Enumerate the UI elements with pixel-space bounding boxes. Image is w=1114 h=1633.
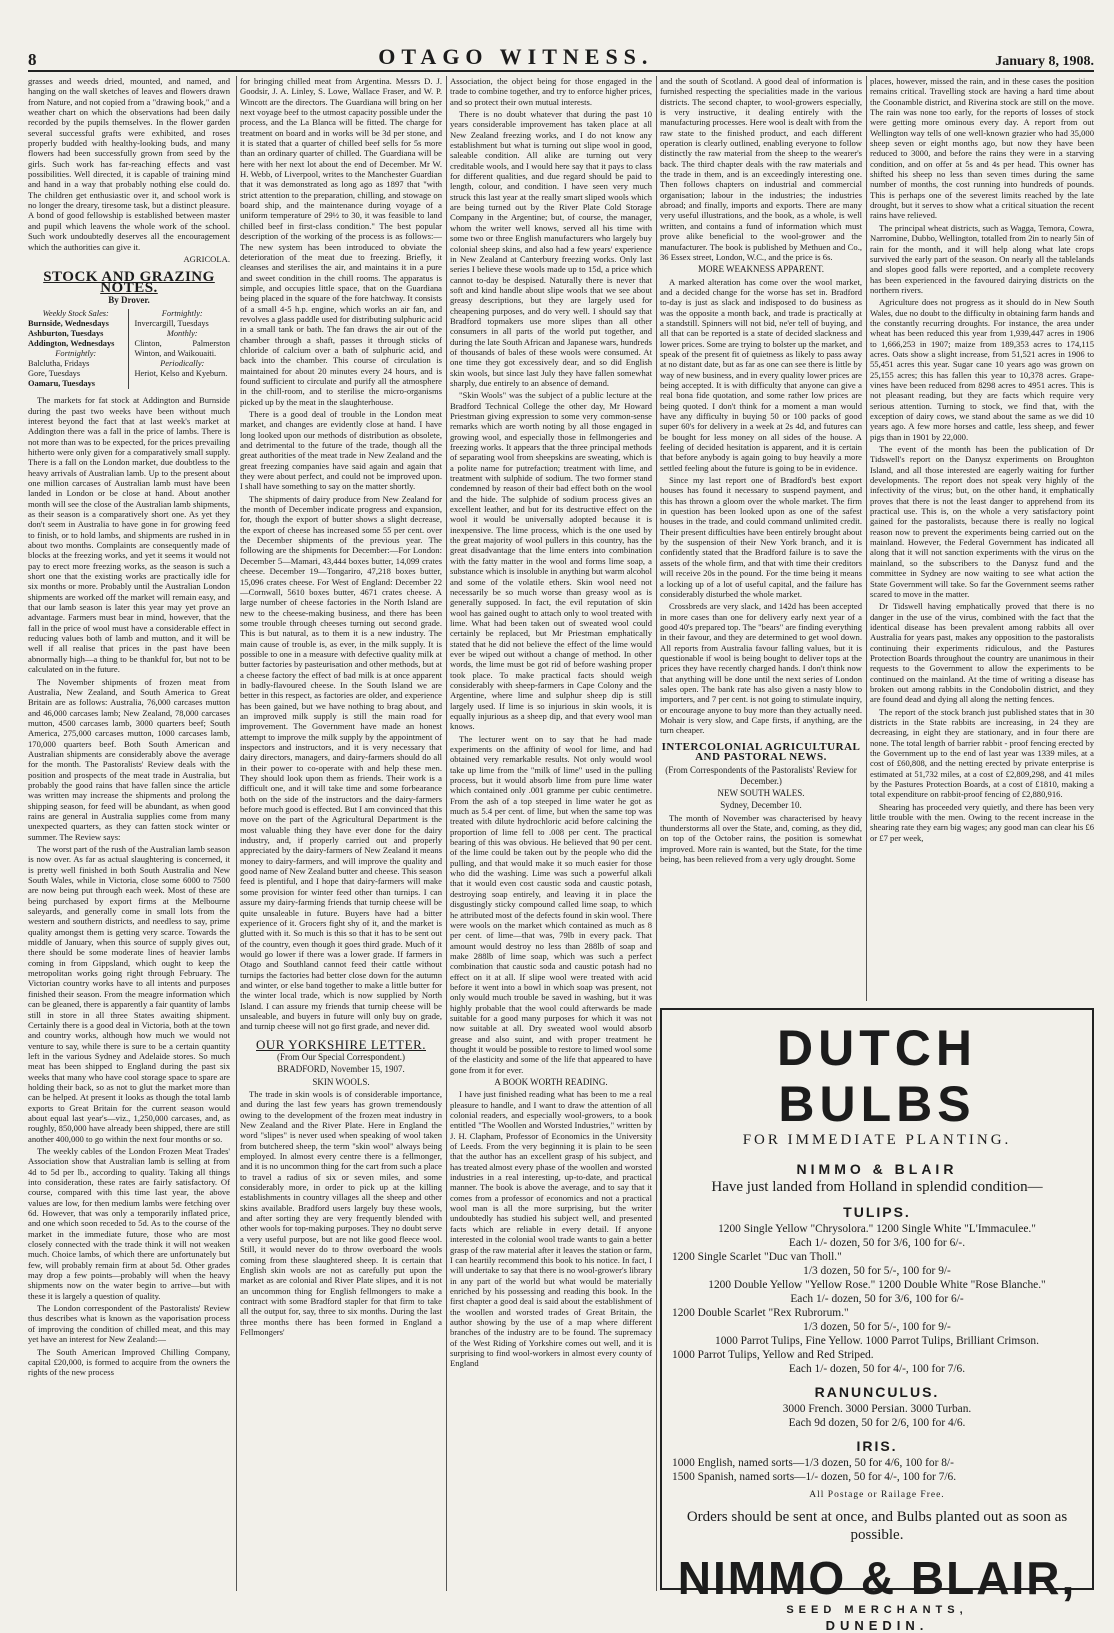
- ad-line: 1200 Single Yellow "Chrysolora." 1200 Single White "L'Immaculee.": [718, 1223, 1036, 1235]
- article-paragraph: "Skin Wools" was the subject of a public lecture at the Bradford Technical College the other day, Mr Howard Priestman giving expression to some very common-sense remarks which are worth noting by all those engaged in growing wool, and especially those in fellmongeries and freezing works. It appears that the three principal methods of separating wool from sheepskins are sweating, which is a polite name for putrefaction; treatment with lime, and treatment with sulphide of sodium. The two former stand condemned by reason of their bad effect both on the wool and the hide. The sulphide of sodium process gives an excellent leather, and but for its destructive effect on the wool it would be universally adopted because it is inexpensive. The lime process, which is the one used by the great majority of wool pullers in this country, has the great disadvantage that the lime enters into combination with the fatty matter in the wool and forms lime soap, a substance which is insoluble in anything but warm alcohol and some of the volatile ethers. Skin wool need not necessarily be so much worse than greasy wool as is generally supposed. In fact, the evil reputation of skin wool has gained ought to attach only to wool treated with lime. What had been taken out of sweated wool could certainly be replaced, but Mr Priestman emphatically stated that he did not believe the effect of the lime would ever be wiped out without a change of method. In other words, the lime must be got rid of before washing proper took place. To make practical facts should weigh considerably with sheep-farmers in Cape Colony and the Argentine, where lime and sulphur sheep dip is still largely used. If lime is so injurious in skin wools, it is equally injurious as a sheep dip, and that every wool man knows.: [450, 390, 652, 732]
- sales-heading: Periodically:: [160, 359, 205, 369]
- sales-entry: Burnside, Wednesdays: [28, 319, 109, 329]
- sales-heading: Fortnightly:: [161, 309, 203, 319]
- section-heading: STOCK AND GRAZING NOTES.: [43, 269, 215, 296]
- article-paragraph: The weekly cables of the London Frozen Meat Trades' Association show that Australian lamb is selling at from 4d to 5d per lb., according to quality. Taking all things into consideration, these rates are fairly satisfactory. Of course, compared with this time last year, the above values are low, for then medium lambs were fetching over 6d. However, that was only a temporarily inflated price, and one which soon receded to 5d. As to the course of the market in the immediate future, those who are most closely connected with the trade think it will not weaken much. Choice lambs, of which there are unfortunately but few, will probably remain firm at about 5d. Other grades may drop a few points—probably will when the heavy shipments now on the water begin to arrive—but with these it is largely a question of quality.: [28, 1145, 230, 1301]
- sales-entry: Ashburton, Tuesdays: [28, 329, 104, 339]
- sales-entry: Balclutha, Fridays: [28, 359, 90, 369]
- article-paragraph: The principal wheat districts, such as Wagga, Temora, Cowra, Narromine, Dubbo, Wellington, totalled from 2in to nearly 5in of rain for the month, and it will help along what late crops survived the early part of the season. On nearly all the tablelands and slopes good falls were reported, and a complete recovery has been experienced in the favoured dairying districts on the northern rivers.: [870, 222, 1094, 295]
- article-paragraph: The worst part of the rush of the Australian lamb season is now over. As far as actual slaughtering is concerned, it is pretty well finished in both South Australia and New South Wales, while in Victoria, close some 6000 to 7500 are now being put through each week. Most of these are being purchased by export firms at the Melbourne saleyards, and generally come in small lots from the western and southern districts, and needless to say, prime quality amongst them is getting very scarce. Towards the middle of January, when this source of supply gives out, there should be some moderate lines of heavier lambs coming in from Gippsland, which ought to keep the metropolitan works going right through February. The Victorian country works have to all intents and purposes finished their season. From the meagre information which can be gleaned, there is apparently a fair quantity of lambs still in store in all three States awaiting shipment. Certainly there is a good deal in Victoria, both at the town and country works, although how much we would not venture to say, while there is sure to be a certain quantity left in the various Sydney and Adelaide stores. So much meat has been shipped to England during the past six weeks that many who have cool storage space to spare are holding their back, so as not to glut the market more than can be helped. At present it looks as though the total lamb exports to Great Britain for the current season would about equal last year's—viz., 1,250,000 carcases, and, as roughly, 850,000 have already been shipped, there are still another 400,000 to go within the next four months or so.: [28, 844, 230, 1144]
- page-number: 8: [28, 50, 37, 69]
- article-paragraph: The London correspondent of the Pastoralists' Review thus describes what is known as the vaporisation process of improving the condition of chilled meat, and this may yet have an interest for New Zealand:—: [28, 1303, 230, 1345]
- article-paragraph: There is no doubt whatever that during the past 10 years considerable improvement has taken place at all New Zealand freezing works, and I do not know any establishment but what is turning out slipe wool in good, saleable condition. All alike are turning out very creditable wools, and I would here say that it pays to class for different qualities, and due regard should be paid to length, colour, and condition. I have seen very much struck this last year at the really smart sliped wools which are being turned out by the River Plate Cold Storage Company in the Argentine; but, of course, the manager, whom the writer well knows, served all his time with some two or three English manufacturers who largely buy colonial sheep skins, and also had a few years' experience in New Zealand at Canterbury freezing works. Only last series I believe these wools made up to 15d, a price which cannot to-day be despised. Naturally there is never that soft and kind handle about slipe wools that we see about greasy descriptions, but they are largely used for cheapening purposes, and do very well. I should say that Bradford topmakers use more slipes than all other consumers in all parts of the world put together, and during the late South African and Japanese wars, hundreds of thousands of bales of these wools were consumed. At one time they got excessively dear, and so did English skin wools, but since last July they have fallen somewhat sharply, due entirely to an absence of demand.: [450, 109, 652, 388]
- correspondent-note: (From Our Special Correspondent.): [277, 1051, 405, 1062]
- ad-price-line: Each 1/- dozen, 50 for 3/6, 100 for 6/-: [790, 1293, 964, 1305]
- article-paragraph: Agriculture does not progress as it should do in New South Wales, due no doubt to the difficulty in obtaining farm hands and the constantly recurring droughts. For instance, the area under wheat has been reduced this year from 1,939,447 acres in 1906 to 1,666,253 in 1907; maize from 189,353 acres to 174,115 acres. Oats show a slight increase, from 51,521 acres in 1906 to 55,451 acres this year. Sugar cane 10 years ago was grown on 25,155 acres; this has fallen this year to 10,378 acres. Grape-vines have been reduced from 8298 acres to 4951 acres. This is not pleasant reading, but they are facts which require very serious attention. Turning to stock, we find that, with the exception of dairy cows, we stand about the same as we did 10 years ago. A few more horses and cattle, less sheep, and fewer pigs than in 1901 by 22,000.: [870, 297, 1094, 442]
- sales-heading: Monthly:: [166, 329, 198, 339]
- article-paragraph: Dr Tidswell having emphatically proved that there is no danger in the use of the virus, combined with the fact that the identical disease has been prevalent among rabbits all over Australia for years past, makes any opposition to the pastoralists continuing their experiments ridiculous, and the Pastures Protection Boards throughout the country are unanimous in their requests to the Government to allow the experiments to be continued on the mainland. At the time of writing a disease has broken out among rabbits in the Condobolin district, and they are found dead and dying all along the netting fences.: [870, 601, 1094, 705]
- dateline: BRADFORD, November 15, 1907.: [277, 1064, 405, 1075]
- ad-line: 1000 Parrot Tulips, Yellow and Red Striped.: [672, 1349, 874, 1361]
- sales-entry: Invercargill, Tuesdays: [134, 319, 209, 329]
- article-paragraph: The lecturer went on to say that he had made experiments on the affinity of wool for lime, and had obtained very remarkable results. Not only would wool take up lime from the "milk of lime" used in the pulling process, but it would absorb lime from pure lime water which contained only .001 gramme per cubic centimetre. From the ash of a top steeped in lime water he got as much as 5.4 per cent. of lime, but when the same top was treated with dilute hydrochloric acid before calcining the proportion of lime fell to .008 per cent. The practical bearing of this was obvious. He believed that 90 per cent. of the lime could be taken out by the people who did the pulling, and that would make it so much easier for those who did the washing. Lime was such a powerful alkali that it would even cost caustic soda and caustic potash, destroying soap entirely, and leaving it in place the disgustingly sticky compound called lime soap, to which he attributed most of the defects found in skin wool. There were wools on the market which contained as much as 8 per cent. of lime—that was, 79lb in every pack. That amount would destroy no less than 288lb of soap and make 288lb of lime soap, which was such a perfect combination that caustic soda and caustic potash had no effect on it at all. If slipe wool were treated with acid before it went into a bowl in which soap was present, not only would much trouble be saved in washing, but it was highly probable that the wool could afterwards be made suitable for a good many purposes for which it was not now suitable at all. Dry sweated wool would absorb grease and also suint, and with proper treatment he thought it would be possible to restore to limed wool some of the elasticity and some of the life that appeared to have gone from it for ever.: [450, 733, 652, 1075]
- page-header: [28, 40, 1094, 72]
- article-paragraph: The event of the month has been the publication of Dr Tidswell's report on the Danysz experiments on Broughton Island, and all those interested are eagerly waiting for further developments. The report does not speak very highly of the infectivity of the virus; but, on the other hand, it emphatically proves that there is not the least danger to apprehend from its practical use. This is, on the whole a very satisfactory point gained for the pastoralists, because there is really no logical reason now to prevent the experiments being carried out on the mainland. However, the Federal Government has indicated all along that it will not sanction experiments with the virus on the mainland, so the subscribers to the Danysz fund and the committee in Sydney are now waiting to see what action the State Government will take. So far the Government seems rather scared to move in the matter.: [870, 444, 1094, 599]
- ad-logo: NIMMO & BLAIR,: [677, 1552, 1077, 1604]
- sub-heading: MORE WEAKNESS APPARENT.: [697, 264, 825, 275]
- sales-entry: Addington, Wednesdays: [28, 339, 115, 349]
- sub-heading: SKIN WOOLS.: [312, 1076, 370, 1087]
- sales-entry: Heriot, Kelso and Kyeburn.: [134, 369, 228, 379]
- article-paragraph: A marked alteration has come over the wool market, and a decided change for the worse has set in. Bradford to-day is just as slack and indisposed to do business as was the opposite a month back, and trade is practically at a standstill. Spinners will not bid, ne'er tell of buying, and all that can be reported is a state of decided slackness and lower prices. Some are trying to bolster up the market, and speak of the present fit of quietness as likely to pass away at no distant date, but as far as one can see there is little by way of new business, and in every quality lower prices are being accepted. It is with difficulty that anyone can give a real bona fide quotation, and some rather low prices are being quoted. I don't think for a moment a man would have any difficulty in buying 50 or 100 packs of good super 60's for delivery in a week at 2s 4d, and futures can be bought for less money on all sides of the house. A feeling of decided hesitation is apparent, and it is certain that before anybody is again going to buy heavily a more settled feeling about the future is going to be in evidence.: [660, 276, 862, 473]
- section-heading: OUR YORKSHIRE LETTER.: [256, 1036, 426, 1052]
- ad-line: 1000 English, named sorts—1/3 dozen, 50 for 4/6, 100 for 8/-: [672, 1457, 954, 1469]
- ad-headline: DUTCH BULBS: [777, 1020, 977, 1132]
- ad-line: 1200 Single Scarlet "Duc van Tholl.": [672, 1251, 842, 1263]
- byline: By Drover.: [108, 294, 150, 305]
- article-paragraph: The report of the stock branch just published states that in 30 districts in the State rabbits are increasing, in 24 they are decreasing, in eight they are stationary, and in four there are none. The total length of barrier rabbit - proof fencing erected by the Government up to the end of last year was 1339 miles, at a cost of £60,808, and the netting erected by private enterprise is estimated at 51,732 miles, at a cost of £2,809,298, and 41 miles by the Pastures Protection Boards, at a cost of £1810, making a total expenditure on rabbit-proof fencing of £2,880,916.: [870, 706, 1094, 800]
- sales-heading: Fortnightly:: [55, 349, 97, 359]
- article-paragraph: The shipments of dairy produce from New Zealand for the month of December indicate progress and expansion, for, though the export of butter shows a slight decrease, the export of cheese has increased some 55 per cent. over the December shipments of the previous year. The following are the shipments for December:—For London: December 5—Mamari, 43,444 boxes butter, 14,099 crates cheese. December 19—Tongariro, 47,218 boxes butter, 15,096 crates cheese. For West of England: December 22—Cornwall, 5610 boxes butter, 4671 crates cheese. A large number of cheese factories in the North Island are new to the cheese-making business, and there has been some trouble through cheeses turning out second grade. This is but natural, as to them it is a new industry. The main cause of trouble is, as ever, in the milk supply. It is possible to one in a measure with defective quality milk at butter factories by pasteurisation and other methods, but at a cheese factory the effect of bad milk is at once apparent in badly-flavoured cheese. In the South Island we are better in this respect, as factories are older, and experience has been gained, but we have nothing to brag about, and an improved milk supply is still the main road for improvement. The Government have made an honest attempt to improve the milk supply by the appointment of inspectors and instructors, and it is very necessary that dairy directors, managers, and dairy-farmers should do all in their power to co-operate with and help these men. They should look upon them as friends. Their work is a difficult one, and it will take time and some forbearance both on the side of the instructors and the dairy-farmers before much good is effected. But I am convinced that this move on the part of the Agricultural Department is the most valuable thing they have ever done for the dairy industry, and, if properly carried out and properly appreciated by the dairy-farmers of New Zealand it means money to dairy-farmers, and will improve the quality and good name of New Zealand butter and cheese. This season feed is plentiful, and I hope that dairy-farmers will make some provision for winter feed other than turnips. I can assure my dairy-farming friends that turnip cheese will be quite unsaleable in future. Buyers have had a bitter experience of it. Grocers fight shy of it, and the market is glutted with it. So much is this so that it has to be sent out of the country, even though it goes third grade. Much of it would go lower if there was a lower grade. If farmers in Otago and Southland cannot feed their cattle without turnips the factories had better close down for the autumn and winter, or else band together to make a little butter for the winter local trade, which is now supplied by North Island. I can assure my friends that turnip cheese will be unsaleable, and buyers in future will only buy on grade, and turnip cheese will not go first grade, and never did.: [240, 493, 442, 1032]
- ad-subheading: FOR IMMEDIATE PLANTING.: [742, 1132, 1012, 1148]
- ad-intro: Have just landed from Holland in splendid condition—: [711, 1179, 1043, 1195]
- sales-entry: Gore, Tuesdays: [28, 369, 81, 379]
- article-paragraph: and the south of Scotland. A good deal of information is furnished respecting the specialities made in the various districts. The second chapter, to wool-growers especially, is very instructive, it dealing entirely with the manufacturing processes. Here wool is dealt with from the raw state to the finished product, and each different operation is clearly outlined, enabling everyone to follow distinctly the raw material from the sheep to the wearer's back. The third chapter deals with the raw materials and the trade in them, and is an exceedingly interesting one. Then follows chapters on industrial and commercial organisation; labour in the industries; the industries abroad; and finally, imports and exports. There are many very useful illustrations, and the book, as a whole, is well written, and contains a fund of information which must prove alike beneficial to the wool-grower and the manufacturer. The book is published by Methuen and Co., 36 Essex street, London, W.C., and the price is 6s.: [660, 76, 862, 262]
- column-rule: [236, 76, 237, 1591]
- ad-category-ranunculus: RANUNCULUS.: [814, 1384, 940, 1400]
- ad-price-line: 1/3 dozen, 50 for 5/-, 100 for 9/-: [803, 1321, 951, 1333]
- article-paragraph: The markets for fat stock at Addington and Burnside during the past two weeks have been without much interest beyond the fact that at last week's market at Addington there was a fall in the price of lambs. There is not more than was to be expected, for the prices prevailing hitherto were only given for a comparatively small supply. There is a fall on the London market, due doubtless to the heavy arrivals of Australian lamb. Up to the present about one million carcases of Australian lamb must have been landed in London or be close at hand. About another month will see the close of the Australian lamb shipments, as their season is a comparatively short one. As yet they don't seem in Australia to have gone in for growing feed to finish, or to hold lambs, and shipments are rushed in in about two months. Complaints are consequently made of blocks at the freezing works, and yet it seems it would not pay to erect more freezing works, as the season is such a short one that the existing works are practically idle for six months or more. Probably until the Australian London shipments are worked off the market will remain easy, and that our lamb season is later this year may yet prove an advantage. Farmers must bear in mind, however, that the fall in the price of wool must have a considerable effect in reducing values both of lamb and mutton, and it will be well if all realise that prices in the past have been abnormally high—a thing to be thankful for, but not to be calculated on in the future.: [28, 395, 230, 675]
- article-paragraph: I have just finished reading what has been to me a real pleasure to handle, and I want to draw the attention of all colonial readers, and especially wool-growers, to a book entitled "The Woollen and Worsted Industries," written by J. H. Clapham, Professor of Economics in the University of Leeds. From the very beginning it is plain to be seen that the author has an excellent grasp of his subject, and has treated almost every phase of the woollen and worsted industries in a real interesting, up-to-date, and practical manner. The book is above the average, and to say that it comes from a professor of economics and not a practical wool man is all the more surprising, but the writer undoubtedly has studied his subject well, and presented facts which are reliable in every detail. If anyone interested in the colonial wool trade wants to gain a better grasp of the raw material after it leaves the station or farm, I can heartily recommend this book to his notice. In fact, I will undertake to say that there is no wool-grower's library in any part of the world but what would be materially enriched by his possessing and reading this book. In the first chapter a good deal is said about the establishment of the woollen and worsted trades of Great Britain, the author showing by the use of a map where different branches of the industry are to be found. The supremacy of the West Riding of Yorkshire comes out well, and it is surprising to find wool-workers in almost every county of England: [450, 1089, 652, 1369]
- stock-sales-table: [28, 309, 230, 389]
- ad-orders-note: Orders should be sent at once, and Bulbs planted out as soon as possible.: [686, 1509, 1068, 1543]
- sales-entry: Clinton, Palmerston Winton, and Waikouaiti.: [134, 339, 230, 359]
- ad-trade: SEED MERCHANTS,: [786, 1604, 968, 1616]
- article-paragraph: Since my last report one of Bradford's best export houses has found it necessary to suspend payment, and this has thrown a gloom over the whole market. The firm in question has been looked upon as one of the safest houses in the trade, and could command unlimited credit. Their present difficulties have been entirely brought about by the suspension of their New York branch, and it is confidently stated that the Bradford failure is to save the assets of the whole firm, and that with time their creditors will receive 20s in the pound. For the time being it means a locking up of a lot of useful capital, and the failure has considerably disturbed the whole market.: [660, 475, 862, 599]
- dateline: Sydney, December 10.: [720, 800, 802, 811]
- masthead-title: OTAGO WITNESS.: [378, 44, 654, 69]
- column-2: [240, 76, 442, 1591]
- article-paragraph: for bringing chilled meat from Argentina. Messrs D. J. Goodsir, J. A. Linley, S. Lowe, Wallace Fraser, and W. P. Wincott are the directors. The Guardiana will bring on her next voyage beef to the utmost capacity possible under the process, and the La Blanca will be fitted. The charge for treatment on board and in works will be 3d per stone, and it is stated that a quarter of chilled beef sells for 5s more than an ordinary quarter of chilled. The Guardiana will be here with her next lot about the end of December. Mr W. H. Webb, of Liverpool, writes to the Manchester Guardian that it was demonstrated as long ago as 1897 that "with strict attention to the preparation, chilling, and stowage on board ship, and the maintenance during voyage of a uniform temperature of 29½ to 30, it was feasible to land chilled beef in first-class condition." The best popular description of the working of the process is as follows:—The new system has been introduced to obviate the deterioration of the meat due to freezing. Briefly, it cleanses and sterilises the air, and maintains it in a pure and sweet condition in the chill rooms. The apparatus is simple, and occupies little space, that on the Guardiana being placed in the square of the fore hatchway. It consists of a small 4-5 h.p. engine, which works an air fan, and revolves a glass paddle used for distributing sulphuric acid in a small tank or bath. The fan draws the air out of the chamber through a shaft, passes it through sticks of chloride of calcium over a bath of sulphuric acid, and back into the chamber. This course of circulation is maintained for about 20 minutes every 24 hours, and is found sufficient to circulate and purify all the atmosphere in the chill-room, and to sterilise the micro-organisms picked up by the meat in the slaughterhouse.: [240, 76, 442, 407]
- sub-heading: NEW SOUTH WALES.: [717, 788, 805, 799]
- article-paragraph: grasses and weeds dried, mounted, and named, and hanging on the wall sketches of leaves and flowers drawn from Nature, and not copied from a "drawing book," and a weather chart on which the observations had been daily recorded by the pupils themselves. In the flower garden several successful grafts were exhibited, and roses properly budded with healthy-looking buds, and many flowers had been successfully grown from seed by the girls. Such work has far-reaching effects and vast possibilities. Well directed, it is capable of training mind and hand in a way that probably nothing else could do. The children get enthusiastic over it, and school work is no longer the dreary, tiresome task, but a distinct pleasure. A bond of good fellowship is established between master and pupil which leavens the whole work of the school. Such work undoubtedly deserves all the encouragement which the authorities can give it.: [28, 76, 230, 252]
- ad-price-line: Each 1/- dozen, 50 for 4/-, 100 for 7/6.: [788, 1363, 966, 1375]
- ad-category-tulips: TULIPS.: [843, 1204, 911, 1220]
- article-paragraph: The month of November was characterised by heavy thunderstorms all over the State, and, coming, as they did, on top of the October rains, the position is somewhat improved. More rain is wanted, but the State, for the time being, has been relieved from a very ugly drought. Some: [660, 812, 862, 865]
- section-heading: INTERCOLONIAL AGRICULTURAL AND PASTORAL NEWS.: [661, 740, 861, 763]
- column-1: [28, 76, 230, 1591]
- dutch-bulbs-advertisement: [660, 1008, 1094, 1633]
- sales-heading: Weekly Stock Sales:: [42, 309, 109, 319]
- article-paragraph: Shearing has proceeded very quietly, and there has been very little trouble with the men. Owing to the recent increase in the shearing rate they earn big wages; any good man can clear his £6 or £7 per week,: [870, 801, 1094, 843]
- sales-entry: Oamaru, Tuesdays: [28, 379, 96, 389]
- ad-line: 1500 Spanish, named sorts—1/- dozen, 50 for 4/-, 100 for 7/6.: [672, 1471, 957, 1483]
- ad-city: DUNEDIN.: [825, 1618, 929, 1633]
- author-signature: AGRICOLA.: [183, 253, 230, 264]
- column-rule: [446, 76, 447, 1591]
- ad-firm-name: NIMMO & BLAIR: [796, 1161, 958, 1177]
- article-paragraph: Crossbreds are very slack, and 142d has been accepted in more cases than one for delivery early next year of a good 40's prepared top. The "bears" are finding everything in their favour, and they are determined to get wool down. All reports from Australia favour falling values, but it is questionable if wool is being bought to deliver tops at the prices they have recently charged hands. I don't think now that anything will be done until the next series of London sales open. The bank rate has also given a nasty blow to importers, and 7 per cent. is not going to stimulate inquiry, or encourage anyone to buy more than they actually need. Mohair is very slow, and Cape firsts, if anything, are the turn cheaper.: [660, 601, 862, 736]
- article-paragraph: The South American Improved Chilling Company, capital £20,000, is formed to acquire from the owners the rights of the new process: [28, 1346, 230, 1378]
- ad-line: 1200 Double Yellow "Yellow Rose." 1200 Double White "Rose Blanche.": [708, 1279, 1046, 1291]
- ad-line: 1000 Parrot Tulips, Fine Yellow. 1000 Parrot Tulips, Brilliant Crimson.: [715, 1335, 1039, 1347]
- correspondent-note: (From Correspondents of the Pastoralists' Review for December.): [665, 765, 857, 786]
- column-rule: [656, 76, 657, 1591]
- sub-heading: A BOOK WORTH READING.: [494, 1077, 608, 1087]
- article-paragraph: Association, the object being for those engaged in the trade to combine together, and try to enforce higher prices, and so protect their own mutual interests.: [450, 76, 652, 107]
- column-4: [660, 76, 862, 1001]
- ad-postage-note: All Postage or Railage Free.: [809, 1490, 945, 1500]
- column-5: [870, 76, 1094, 1001]
- article-paragraph: The trade in skin wools is of considerable importance, and during the last few years has grown tremendously owing to the development of the frozen meat industry in New Zealand and the River Plate. Here in England the word "slipes" is never used when speaking of wool taken from butchered sheep, the term "skin wool" always being employed. In almost every centre there is a fellmonger, and it is no uncommon thing for the cart from such a place to travel a radius of six or seven miles, and some considerably more, in order to pick up at the killing establishments in country villages all the sheep and other skins available. Bradford users largely buy these wools, and after sorting they are very frequently blended with other wools for top-making purposes. They no doubt serve a very useful purpose, but are not like good fleece wool. Still, it would never do to throw overboard the wools coming from these slaughtered sheep. It is certain that English skin wools are not as carefully put upon the market as are colonial and River Plate slipes, and it is not an uncommon thing for English fellmongers to make a contract with some Bradford stapler for that firm to take all the output for, say, three to six months. During the last three months there has been formed in England a Fellmongers': [240, 1089, 442, 1337]
- column-rule: [866, 76, 867, 1001]
- article-paragraph: The November shipments of frozen meat from Australia, New Zealand, and South America to Great Britain are as follows: Australia, 76,000 carcases mutton and 46,000 carcases lamb; New Zealand, 78,000 carcases mutton, 4500 carcases lamb, 3000 quarters beef; South America, 275,000 carcases mutton, 1000 carcases lamb, 170,000 quarters beef. Both South American and Australian shipments are considerably above the average for the month. The Pastoralists' Review deals with the position and prospects of the meat trade in Australia, but probably the good rains that have fallen since the article was written may increase the shipments and prolong the shipping season, for feed will be abundant, as when good rains are general in Australia supplies come from many unexpected quarters, as they can fatten stock winter or summer. The Review says:: [28, 676, 230, 842]
- ad-price-line: 1/3 dozen, 50 for 5/-, 100 for 9/-: [803, 1265, 951, 1277]
- article-paragraph: There is a good deal of trouble in the London meat market, and changes are evidently close at hand. I have long looked upon our methods of distribution as obsolete, and detrimental to the future of the trade, though all the great authorities of the meat trade in New Zealand and the great freezing companies have said again and again that they were about perfect, and could not be improved upon. I shall have something to say on the matter shortly.: [240, 409, 442, 492]
- ad-price-line: Each 9d dozen, 50 for 2/6, 100 for 4/6.: [788, 1417, 966, 1429]
- ad-category-iris: IRIS.: [856, 1438, 898, 1454]
- article-paragraph: places, however, missed the rain, and in these cases the position remains critical. Travelling stock are having a hard time about the Coonamble district, and Riverina stock are still on the move. The rain was none too early, for the reports of losses of stock were getting more ominous every day. A report from out Wellington way tells of one well-known grazier who had 35,000 sheep seven or eight months ago, but now they have been reduced to 3000, and before the rains they were in a starving condition, and on offer at 5s and 4s per head. This owner has shifted his sheep no less than seven times during the same number of months, the cost running into hundreds of pounds. This is perhaps one of the severest limits reached by the late drought, but it serves to show what a critical situation the recent rains have relieved.: [870, 76, 1094, 221]
- ad-line: 3000 French. 3000 Persian. 3000 Turban.: [782, 1403, 972, 1415]
- ad-line: 1200 Double Scarlet "Rex Rubrorum.": [672, 1307, 849, 1319]
- column-3: [450, 76, 652, 1591]
- ad-price-line: Each 1/- dozen, 50 for 3/6, 100 for 6/-.: [788, 1237, 966, 1249]
- issue-date: January 8, 1908.: [995, 54, 1094, 69]
